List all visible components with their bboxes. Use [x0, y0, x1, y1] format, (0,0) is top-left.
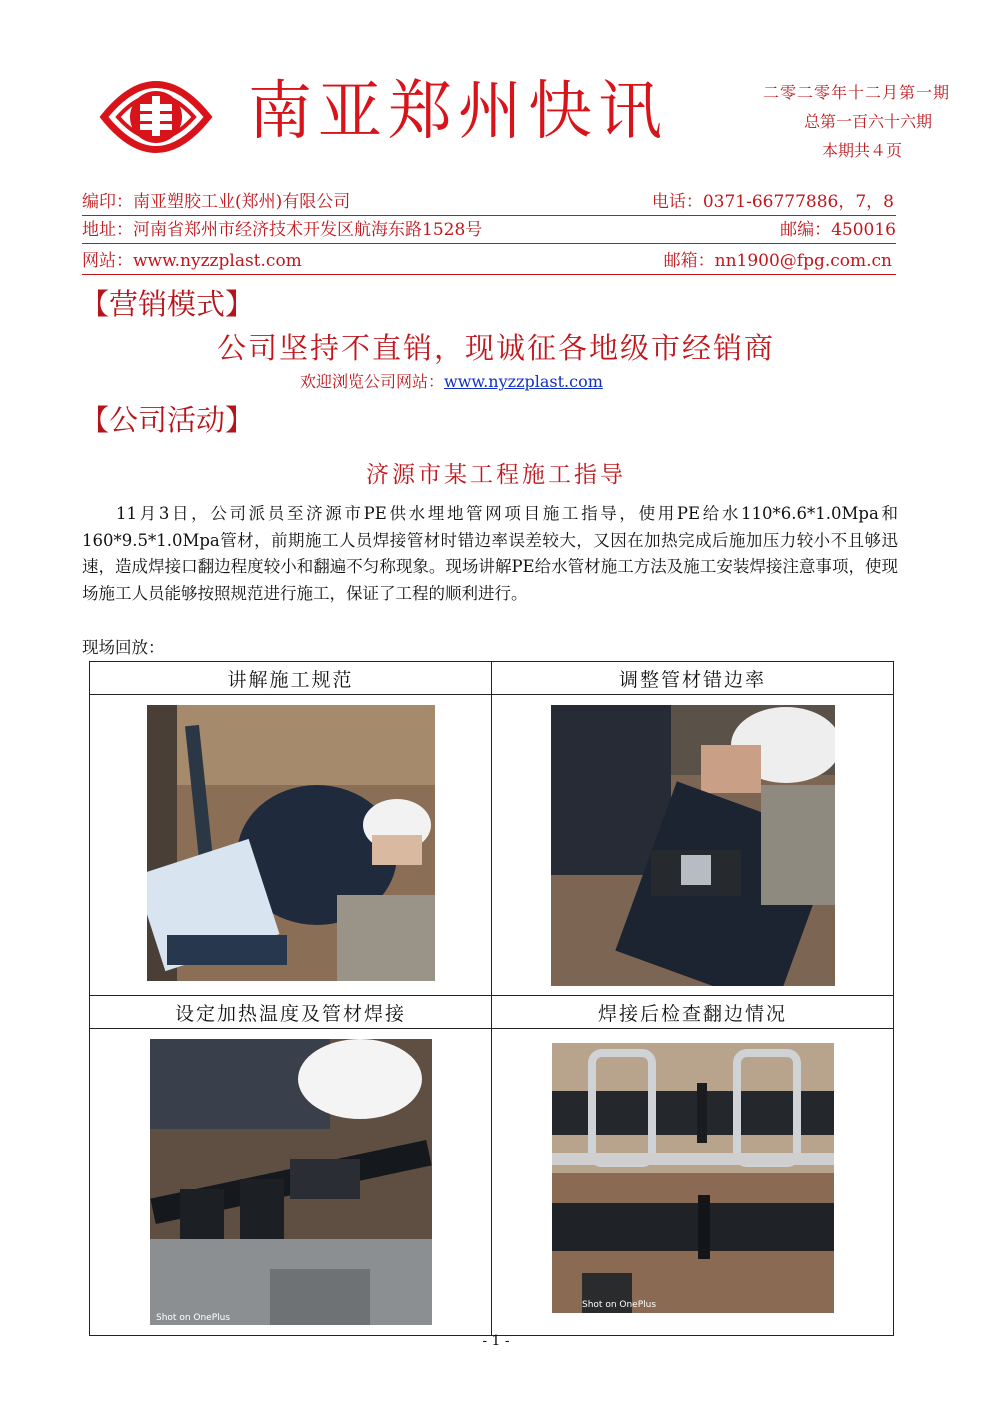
replay-label: 现场回放： — [82, 638, 165, 657]
marketing-slogan: 公司坚持不直销，现诚征各地级市经销商 — [216, 331, 775, 365]
photo-watermark: Shot on OnePlus — [155, 1313, 230, 1323]
page-count: 本期共４页 — [821, 141, 902, 160]
article-title: 济源市某工程施工指导 — [366, 462, 626, 488]
photo-cell-4 — [492, 1029, 894, 1336]
page-number: - 1 - — [482, 1333, 510, 1349]
photo-caption-3: 设定加热温度及管材焊接 — [90, 996, 492, 1029]
issue-info — [763, 78, 950, 165]
welcome-line — [300, 369, 603, 392]
photo-cell-2 — [492, 695, 894, 996]
issue-total: 总第一百六十六期 — [803, 112, 932, 131]
phone: 电话：0371-66777886，7，8 — [651, 192, 894, 212]
article-paragraph: 11月3日，公司派员至济源市PE供水埋地管网项目施工指导，使用PE给水110*6.6*1.0Mpa和160*9.5*1.0Mpa管材，前期施工人员焊接管材时错边率误差较大，又因在加热完成后施加压力较小不且够迅速，造成焊接口翻边程度较小和翻遍不匀称现象。现场讲解PE给水管材施工方法及施工安装焊接注意事项，使现场施工人员能够按照规范进行施工，保证了工程的顺利进行。 — [82, 504, 898, 603]
article-body — [82, 501, 898, 607]
welcome-prefix: 欢迎浏览公司网站： — [300, 372, 445, 391]
info-row-publisher — [82, 190, 896, 216]
photo-caption-4: 焊接后检查翻边情况 — [492, 996, 894, 1029]
publisher: 编印：南亚塑胶工业(郑州)有限公司 — [82, 192, 351, 212]
photo-flange-inspection — [552, 1043, 834, 1313]
info-row-web — [82, 249, 896, 275]
masthead-title: 南亚郑州快讯 — [248, 75, 668, 149]
photo-watermark: Shot on OnePlus — [581, 1300, 656, 1310]
photo-cell-1 — [90, 695, 492, 996]
postcode: 邮编：450016 — [780, 220, 896, 240]
website-link[interactable]: www.nyzzplast.com — [444, 372, 603, 391]
photo-heating-welding — [150, 1039, 432, 1325]
email: 邮箱：nn1900@fpg.com.cn — [663, 251, 892, 271]
marketing-heading: 【营销模式】 — [80, 287, 255, 321]
photo-table — [89, 661, 894, 1336]
company-logo — [96, 62, 216, 172]
photo-cell-3 — [90, 1029, 492, 1336]
photo-caption-2: 调整管材错边率 — [492, 662, 894, 695]
activity-heading: 【公司活动】 — [80, 403, 255, 437]
photo-site-briefing — [147, 705, 435, 981]
issue-date: 二零二零年十二月第一期 — [762, 83, 950, 102]
photo-caption-1: 讲解施工规范 — [90, 662, 492, 695]
photo-adjust-misalignment — [551, 705, 835, 986]
address: 地址：河南省郑州市经济技术开发区航海东路1528号 — [82, 220, 483, 240]
website: 网站：www.nyzzplast.com — [82, 251, 302, 271]
info-row-address — [82, 218, 896, 244]
